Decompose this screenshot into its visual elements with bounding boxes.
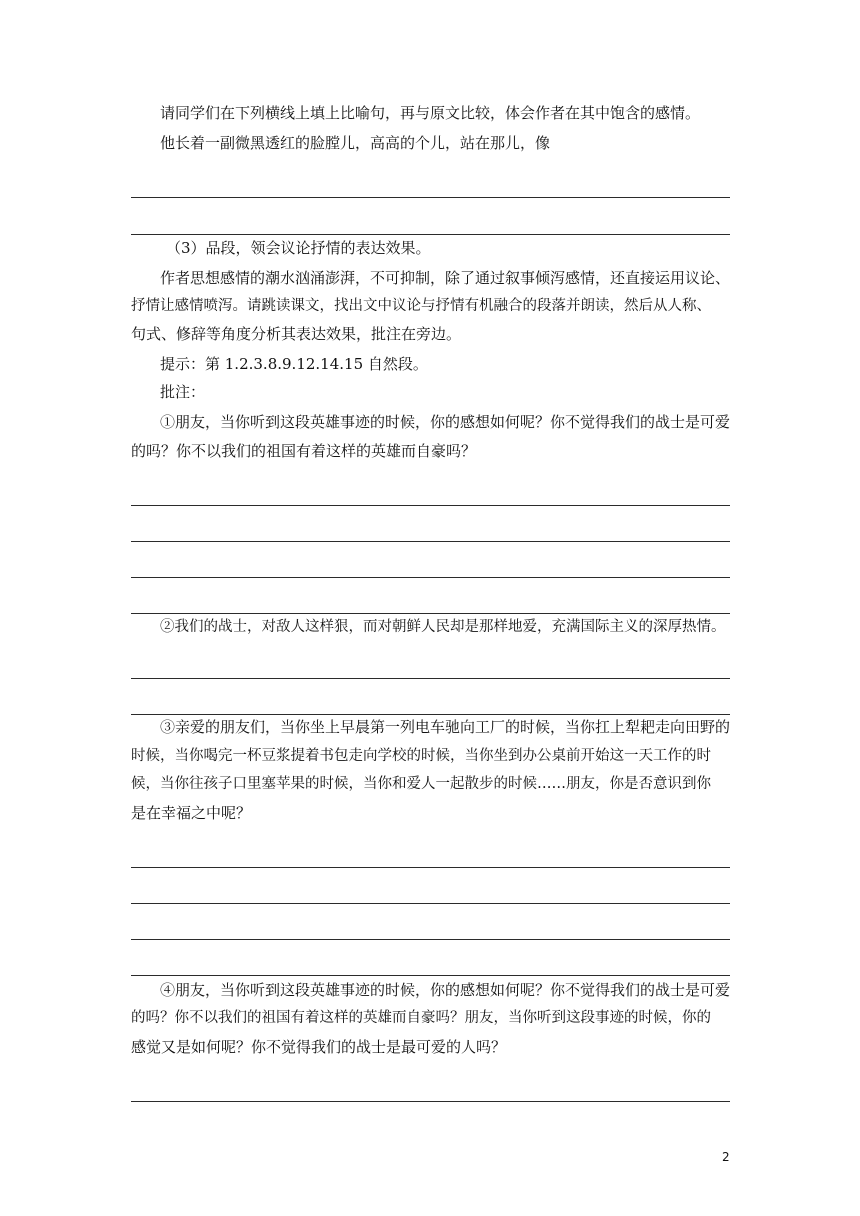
annotation-1-line: ①朋友，当你听到这段英雄事迹的时候，你的感想如何呢？你不觉得我们的战士是可爱 bbox=[160, 413, 731, 431]
section-3-body-line: 句式、修辞等角度分析其表达效果，批注在旁边。 bbox=[131, 325, 462, 343]
annotation-3-line: 是在幸福之中呢？ bbox=[131, 804, 252, 822]
answer-line[interactable] bbox=[131, 678, 730, 679]
annotation-3-line: 时候，当你喝完一杯豆浆提着书包走向学校的时候，当你坐到办公桌前开始这一天工作的时 bbox=[131, 748, 711, 764]
answer-line[interactable] bbox=[131, 867, 730, 868]
annotation-4-line: 感觉又是如何呢？你不觉得我们的战士是最可爱的人吗？ bbox=[131, 1038, 507, 1056]
answer-line[interactable] bbox=[131, 975, 730, 976]
answer-line[interactable] bbox=[131, 613, 730, 614]
answer-line[interactable] bbox=[131, 903, 730, 904]
annotation-1-line: 的吗？你不以我们的祖国有着这样的英雄而自豪吗？ bbox=[131, 442, 477, 460]
hint-text: 提示：第 1.2.3.8.9.12.14.15 自然段。 bbox=[160, 355, 428, 373]
answer-line[interactable] bbox=[131, 234, 730, 235]
answer-line[interactable] bbox=[131, 541, 730, 542]
annotation-4-line: ④朋友，当你听到这段英雄事迹的时候，你的感想如何呢？你不觉得我们的战士是可爱 bbox=[160, 981, 731, 999]
answer-line[interactable] bbox=[131, 505, 730, 506]
annotation-4-line: 的吗？你不以我们的祖国有着这样的英雄而自豪吗？朋友，当你听到这段事迹的时候，你的 bbox=[131, 1010, 711, 1026]
answer-line[interactable] bbox=[131, 714, 730, 715]
section-3-title: （3）品段，领会议论抒情的表达效果。 bbox=[166, 239, 431, 257]
annotation-3-line: 候，当你往孩子口里塞苹果的时候，当你和爱人一起散步的时候……朋友，你是否意识到你 bbox=[131, 776, 711, 792]
answer-line[interactable] bbox=[131, 197, 730, 198]
simile-prompt: 他长着一副微黑透红的脸膛儿，高高的个儿，站在那儿，像 bbox=[160, 134, 551, 152]
instruction-text: 请同学们在下列横线上填上比喻句，再与原文比较，体会作者在其中饱含的感情。 bbox=[160, 104, 701, 122]
answer-line[interactable] bbox=[131, 939, 730, 940]
annotation-2-line: ②我们的战士，对敌人这样狠，而对朝鲜人民却是那样地爱，充满国际主义的深厚热情。 bbox=[160, 619, 726, 635]
annotation-label: 批注： bbox=[160, 383, 206, 401]
page-number: 2 bbox=[722, 1150, 730, 1164]
answer-line[interactable] bbox=[131, 1101, 730, 1102]
annotation-3-line: ③亲爱的朋友们，当你坐上早晨第一列电车驰向工厂的时候，当你扛上犁耙走向田野的 bbox=[160, 718, 731, 736]
section-3-body-line: 抒情让感情喷泻。请跳读课文，找出文中议论与抒情有机融合的段落并朗读，然后从人称、 bbox=[131, 298, 711, 314]
section-3-body-line: 作者思想感情的潮水汹涌澎湃，不可抑制，除了通过叙事倾泻感情，还直接运用议论、 bbox=[160, 269, 731, 287]
answer-line[interactable] bbox=[131, 577, 730, 578]
